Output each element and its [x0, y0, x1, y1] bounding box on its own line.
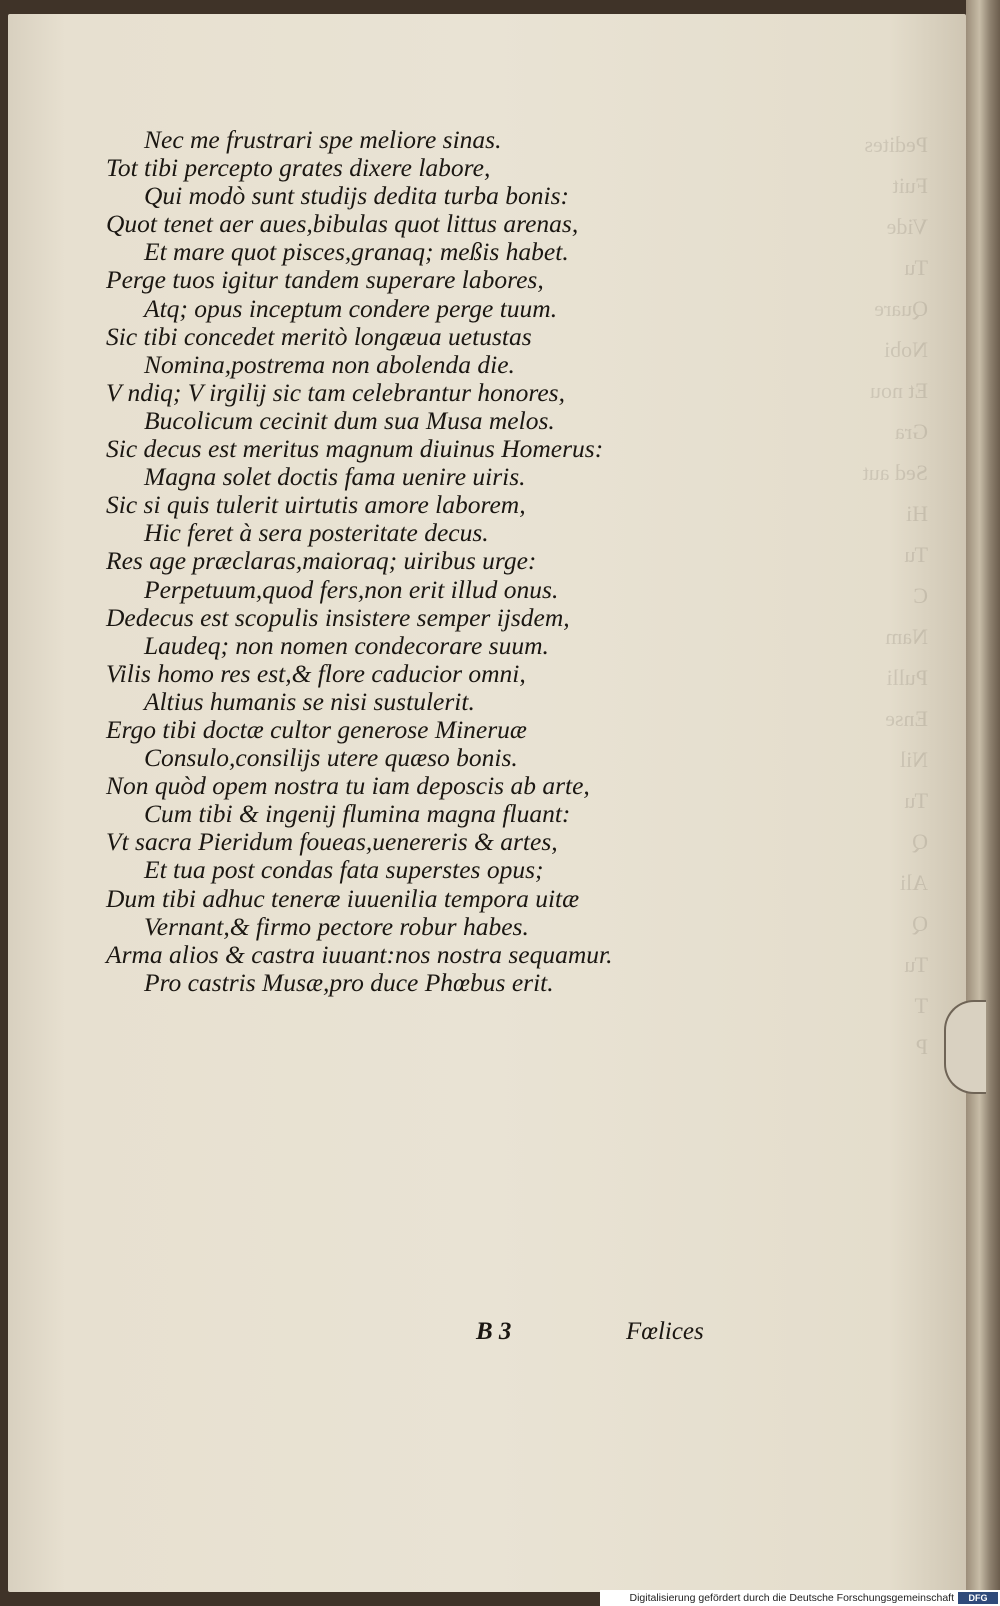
poem-line: Nomina,postrema non abolenda die. [144, 349, 515, 379]
poem-line: Pro castris Musæ,pro duce Phœbus erit. [144, 967, 554, 997]
poem-line: Res age præclaras,maioraq; uiribus urge: [106, 546, 537, 576]
page-leaf [8, 14, 966, 1592]
poem-line: Vt sacra Pieridum foueas,uenereris & artes, [106, 827, 558, 857]
poem-line: Ergo tibi doctæ cultor generose Mineruæ [106, 714, 527, 744]
poem-line: Et mare quot pisces,granaq; meßis habet. [144, 237, 569, 267]
poem-text [106, 126, 726, 997]
poem-line: Dum tibi adhuc teneræ iuuenilia tempora uitæ [106, 883, 580, 913]
poem-line: Altius humanis se nisi sustulerit. [144, 686, 475, 716]
poem-line: Dedecus est scopulis insistere semper ijsdem, [106, 602, 570, 632]
book-edge [966, 0, 1000, 1606]
poem-line: Nec me frustrari spe meliore sinas. [144, 125, 502, 154]
poem-line: Perge tuos igitur tandem superare labores, [106, 265, 544, 295]
poem-line: Cum tibi & ingenij flumina magna fluant: [144, 799, 571, 829]
poem-line: Magna solet doctis fama uenire uiris. [144, 462, 526, 492]
poem-line: Hic feret à sera posteritate decus. [144, 518, 489, 548]
credit-text: Digitalisierung gefördert durch die Deutsche Forschungsgemeinschaft [629, 1592, 954, 1604]
poem-line: Consulo,consilijs utere quæso bonis. [144, 743, 518, 773]
page-footer [8, 1318, 966, 1352]
show-through-bleed: Pedites Fuit Vide Tu Quare Nobi Et nou Gra Sed aut Hi Tu C Nam Pulli Ense Nil Tu Q Ali Q Tu T P [862, 132, 928, 1059]
digitization-credit [600, 1590, 1000, 1606]
poem-line: Vilis homo res est,& flore caducior omni, [106, 658, 526, 688]
poem-line: Qui modò sunt studijs dedita turba bonis: [144, 181, 570, 211]
poem-line: Sic decus est meritus magnum diuinus Homerus: [106, 434, 604, 464]
poem-line: Bucolicum cecinit dum sua Musa melos. [144, 405, 555, 435]
poem-line: Perpetuum,quod fers,non erit illud onus. [144, 574, 559, 604]
page-tab-marker [944, 1000, 986, 1094]
poem-line: Tot tibi percepto grates dixere labore, [106, 153, 491, 183]
signature-mark: B 3 [476, 1318, 512, 1345]
catchword: Fœlices [626, 1318, 704, 1345]
poem-line: Et tua post condas fata superstes opus; [144, 855, 544, 885]
poem-line: V ndiq; V irgilij sic tam celebrantur honores, [106, 377, 565, 407]
poem-line: Vernant,& firmo pectore robur habes. [144, 911, 529, 941]
poem-line: Sic tibi concedet meritò longæua uetustas [106, 321, 532, 351]
poem-line: Arma alios & castra iuuant:nos nostra sequamur. [106, 939, 613, 969]
dfg-logo: DFG [958, 1592, 998, 1604]
poem-line: Sic si quis tulerit uirtutis amore laborem, [106, 490, 526, 520]
poem-line: Laudeq; non nomen condecorare suum. [144, 630, 549, 660]
poem-line: Atq; opus inceptum condere perge tuum. [144, 293, 558, 323]
poem-line: Non quòd opem nostra tu iam deposcis ab arte, [106, 771, 590, 801]
poem-line: Quot tenet aer aues,bibulas quot littus arenas, [106, 209, 579, 239]
